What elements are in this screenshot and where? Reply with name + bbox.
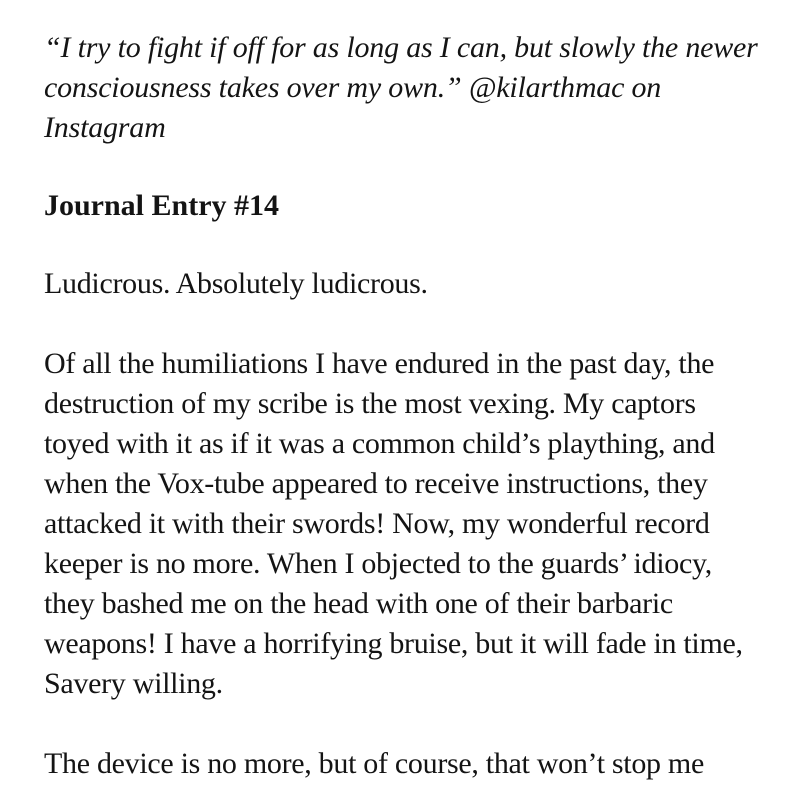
entry-paragraph-2: Of all the humiliations I have endured in the past day, the destruction of my scribe is the most vexing. My captors toyed with it as if it was a common child’s plaything, and when the Vox-tube appeared to receive instructions, they attacked it with their swords! Now, my wonderful record keeper is no more. When I objected to the guards’ idiocy, they bashed me on the head with one of their barbaric weapons! I have a horrifying bruise, but it will fade in time, Savery willing. bbox=[44, 347, 743, 700]
epigraph-quote bbox=[44, 28, 764, 148]
journal-page bbox=[44, 28, 764, 784]
entry-paragraph-1: Ludicrous. Absolutely ludicrous. bbox=[44, 267, 428, 300]
journal-entry-heading: Journal Entry #14 bbox=[44, 189, 280, 222]
quote-text: “I try to fight if off for as long as I can, but slowly the newer consciousness takes over my own.” bbox=[44, 31, 758, 104]
entry-paragraph-3: The device is no more, but of course, that won’t stop me bbox=[44, 747, 704, 780]
quote-attribution: @kilarthmac on Instagram bbox=[44, 71, 662, 144]
